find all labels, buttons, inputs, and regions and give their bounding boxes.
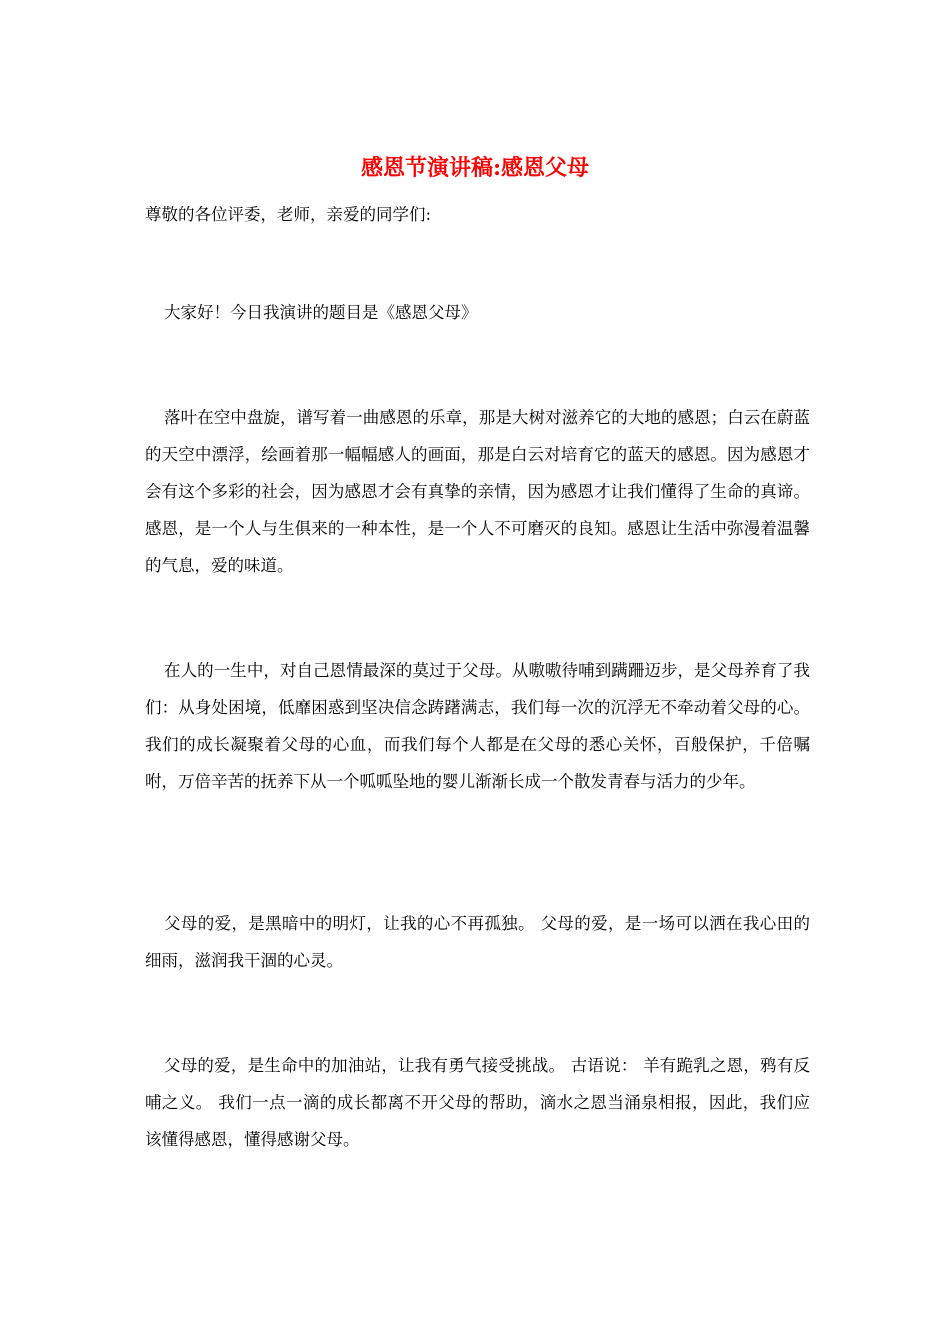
paragraph-parents-love-station: 父母的爱，是生命中的加油站，让我有勇气接受挑战。 古语说： 羊有跪乳之恩，鸦有反哺之义。 我们一点一滴的成长都离不开父母的帮助，滴水之恩当涌泉相报，因此，我们应该懂得感恩，懂得感谢父母。 (145, 1056, 810, 1149)
paragraph-greeting: 大家好！今日我演讲的题目是《感恩父母》 (164, 303, 478, 322)
paragraph-gratitude-nature: 落叶在空中盘旋，谱写着一曲感恩的乐章，那是大树对滋养它的大地的感恩；白云在蔚蓝的天空中漂浮，绘画着那一幅幅感人的画面，那是白云对培育它的蓝天的感恩。因为感恩才会有这个多彩的社会，因为感恩才会有真挚的亲情，因为感恩才让我们懂得了生命的真谛。感恩，是一个人与生俱来的一种本性，是一个人不可磨灭的良知。感恩让生活中弥漫着温馨的气息，爱的味道。 (145, 408, 810, 575)
salutation: 尊敬的各位评委，老师，亲爱的同学们: (145, 205, 432, 224)
paragraph-parents-upbringing: 在人的一生中，对自己恩情最深的莫过于父母。从嗷嗷待哺到蹒跚迈步，是父母养育了我们：从身处困境，低靡困惑到坚决信念踌躇满志，我们每一次的沉浮无不牵动着父母的心。我们的成长凝聚着父母的心血，而我们每个人都是在父母的悉心关怀，百般保护，千倍嘱咐，万倍辛苦的抚养下从一个呱呱坠地的婴儿渐渐长成一个散发青春与活力的少年。 (145, 661, 810, 791)
document-title: 感恩节演讲稿:感恩父母 (360, 155, 590, 181)
paragraph-parents-love-light: 父母的爱，是黑暗中的明灯，让我的心不再孤独。 父母的爱，是一场可以洒在我心田的细雨，滋润我干涸的心灵。 (145, 914, 810, 970)
